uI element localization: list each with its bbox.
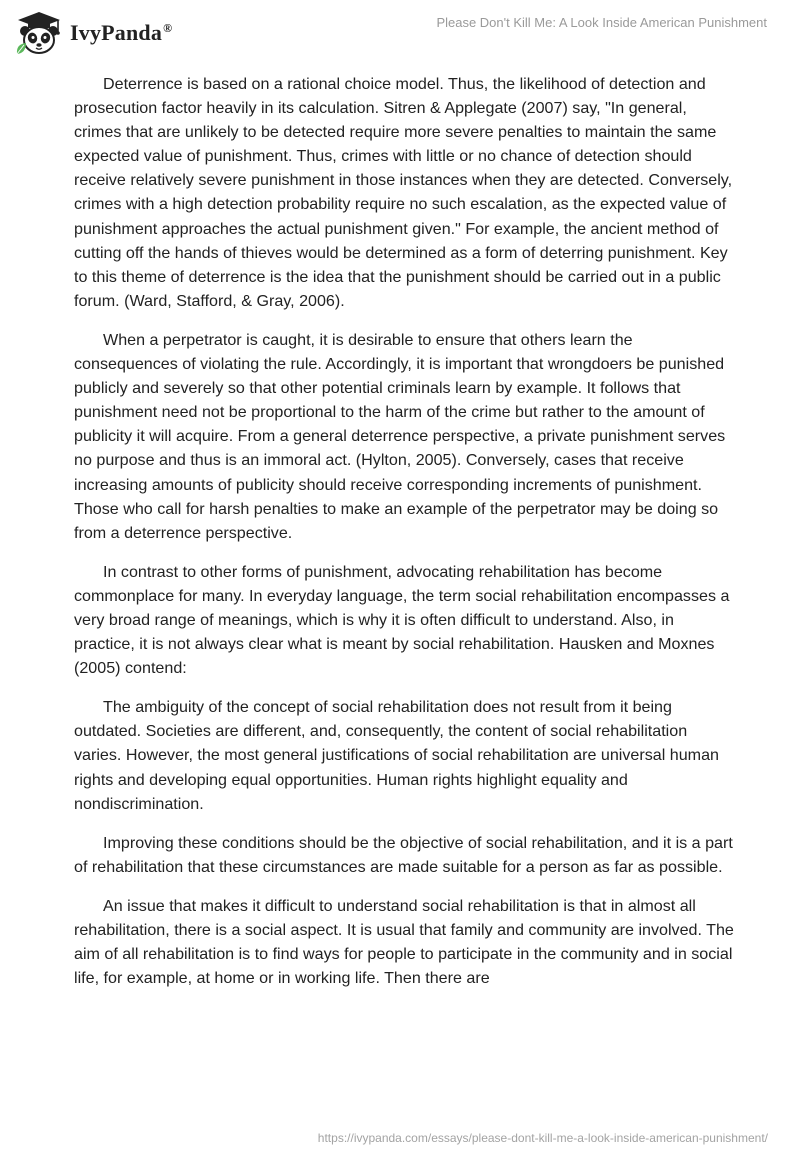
page-header	[0, 0, 800, 64]
logo-name: IvyPanda	[70, 20, 163, 45]
source-url[interactable]: https://ivypanda.com/essays/please-dont-kill-me-a-look-inside-american-punishment/	[317, 1131, 768, 1145]
paragraph: Improving these conditions should be the objective of social rehabilitation, and it is a part of rehabilitation that these circumstances are made suitable for a person as far as possible.	[74, 833, 733, 876]
panda-graduate-icon	[14, 10, 64, 56]
ivypanda-logo[interactable]	[14, 8, 172, 58]
paragraph: When a perpetrator is caught, it is desirable to ensure that others learn the consequences of violating the rule. Accordingly, it is important that wrongdoers be punished publicly and severely so that other potential criminals learn by example. It follows that punishment need not be proportional to the harm of the crime but rather to the amount of publicity it will acquire. From a general deterrence perspective, a private punishment serves no purpose and thus is an immoral act. (Hylton, 2005). Conversely, cases that receive increasing amounts of publicity should receive corresponding increments of punishment. Those who call for harsh penalties to make an example of the perpetrator may be doing so from a deterrence perspective.	[74, 330, 726, 542]
document-title: Please Don't Kill Me: A Look Inside American Punishment	[436, 15, 767, 30]
logo-wordmark	[70, 20, 172, 46]
essay-body	[74, 72, 734, 1005]
paragraph: The ambiguity of the concept of social rehabilitation does not result from it being outdated. Societies are different, and, consequently, the content of social rehabilitation varies. However, the most general justifications of social rehabilitation are universal human rights and developing equal opportunities. Human rights highlight equality and nondiscrimination.	[74, 698, 719, 813]
paragraph: In contrast to other forms of punishment, advocating rehabilitation has become commonplace for many. In everyday language, the term social rehabilitation encompasses a very broad range of meanings, which is why it is often difficult to understand. Also, in practice, it is not always clear what is meant by social rehabilitation. Hausken and Moxnes (2005) contend:	[74, 562, 730, 678]
registered-mark: ®	[163, 20, 173, 35]
paragraph: An issue that makes it difficult to understand social rehabilitation is that in almost all rehabilitation, there is a social aspect. It is usual that family and community are involved. The aim of all rehabilitation is to find ways for people to participate in the community and in social life, for example, at home or in working life. Then there are	[74, 896, 734, 988]
paragraph: Deterrence is based on a rational choice model. Thus, the likelihood of detection and prosecution factor heavily in its calculation. Sitren & Applegate (2007) say, "In general, crimes that are unlikely to be detected require more severe penalties to maintain the same expected value of punishment. Thus, crimes with little or no chance of detection should receive relatively severe punishment in those instances when they are detected. Conversely, crimes with a high detection probability require no such escalation, as the expected value of punishment approaches the actual punishment given." For example, the ancient method of cutting off the hands of thieves would be determined as a form of deterring punishment. Key to this theme of deterrence is the idea that the punishment should be carried out in a public forum. (Ward, Stafford, & Gray, 2006).	[74, 75, 733, 310]
